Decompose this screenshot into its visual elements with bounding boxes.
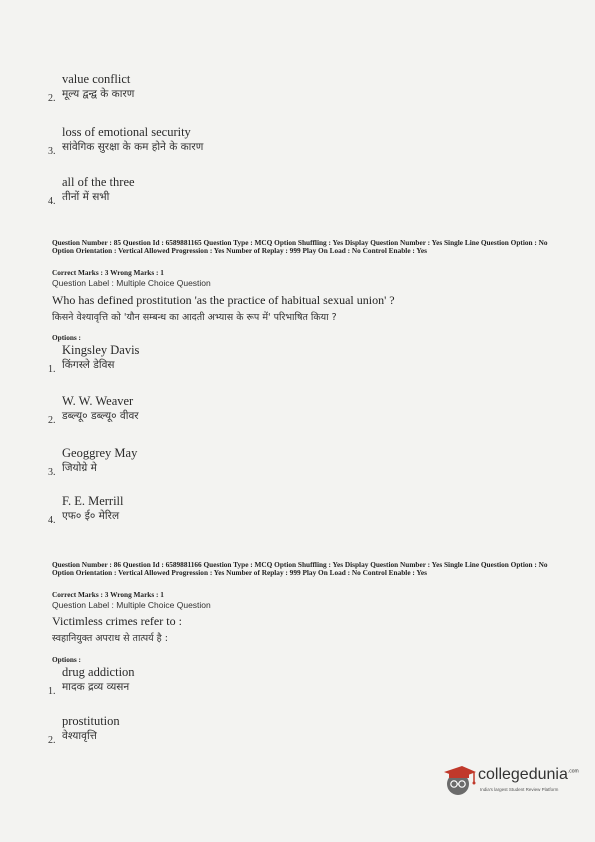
option-text-hi: तीनों में सभी (62, 191, 110, 203)
graduation-cap-icon (440, 762, 478, 802)
question-label: Question Label : Multiple Choice Question (52, 278, 211, 288)
collegedunia-logo (440, 762, 580, 802)
option-text-hi: सांवेगिक सुरक्षा के कम होने के कारण (62, 141, 204, 153)
option-number: 1. (48, 364, 56, 375)
options-label: Options : (52, 333, 81, 342)
option-text-hi: एफ० ई० मेरिल (62, 510, 120, 522)
option-text-en: Kingsley Davis (62, 343, 140, 357)
option-number: 4. (48, 515, 56, 526)
question-marks: Correct Marks : 3 Wrong Marks : 1 (52, 590, 164, 599)
brand-tagline: India's largest Student Review Platform (480, 787, 559, 792)
question-text-en: Who has defined prostitution 'as the practice of habitual sexual union' ? (52, 293, 395, 307)
option-text-hi: किंगस्ले डेविस (62, 359, 115, 371)
question-marks: Correct Marks : 3 Wrong Marks : 1 (52, 268, 164, 277)
option-text-hi: मादक द्रव्य व्यसन (62, 681, 130, 693)
brand-name: collegedunia$^{.com}$ (478, 766, 579, 783)
option-number: 2. (48, 415, 56, 426)
option-text-hi: जियोग्रे मे (62, 462, 97, 474)
option-text-en: W. W. Weaver (62, 394, 134, 408)
option-text-en: value conflict (62, 72, 131, 86)
option-text-en: drug addiction (62, 665, 135, 679)
option-number: 2. (48, 93, 56, 104)
question-text-hi: किसने वेश्यावृत्ति को 'यौन सम्बन्ध का आदती अभ्यास के रूप में' परिभाषित किया ? (52, 312, 337, 323)
question-meta: Question Number : 85 Question Id : 6589881165 Question Type : MCQ Option Shuffling : Yes Display Question Number : Yes Single Line Question Option : No Option Orientation : Vertical Allowed Progression : Yes Number of Replay : 999 Play On Load : No Control Enable : Yes (52, 238, 548, 255)
option-text-hi: वेश्यावृत्ति (62, 730, 97, 742)
option-number: 3. (48, 146, 56, 157)
option-text-en: prostitution (62, 714, 120, 728)
option-number: 4. (48, 196, 56, 207)
option-number: 1. (48, 686, 56, 697)
question-label: Question Label : Multiple Choice Question (52, 600, 211, 610)
option-number: 2. (48, 735, 56, 746)
option-text-en: F. E. Merrill (62, 494, 124, 508)
option-text-hi: डब्ल्यू० डब्ल्यू० वीवर (62, 410, 139, 422)
options-label: Options : (52, 655, 81, 664)
option-number: 3. (48, 467, 56, 478)
option-text-en: Geoggrey May (62, 446, 138, 460)
option-text-en: all of the three (62, 175, 135, 189)
option-text-en: loss of emotional security (62, 125, 191, 139)
question-text-en: Victimless crimes refer to : (52, 614, 182, 628)
question-meta: Question Number : 86 Question Id : 6589881166 Question Type : MCQ Option Shuffling : Yes Display Question Number : Yes Single Line Question Option : No Option Orientation : Vertical Allowed Progression : Yes Number of Replay : 999 Play On Load : No Control Enable : Yes (52, 560, 548, 577)
question-text-hi: स्वहानियुक्त अपराध से तात्पर्य है : (52, 633, 168, 644)
option-text-hi: मूल्य द्वन्द्व के कारण (62, 88, 135, 100)
